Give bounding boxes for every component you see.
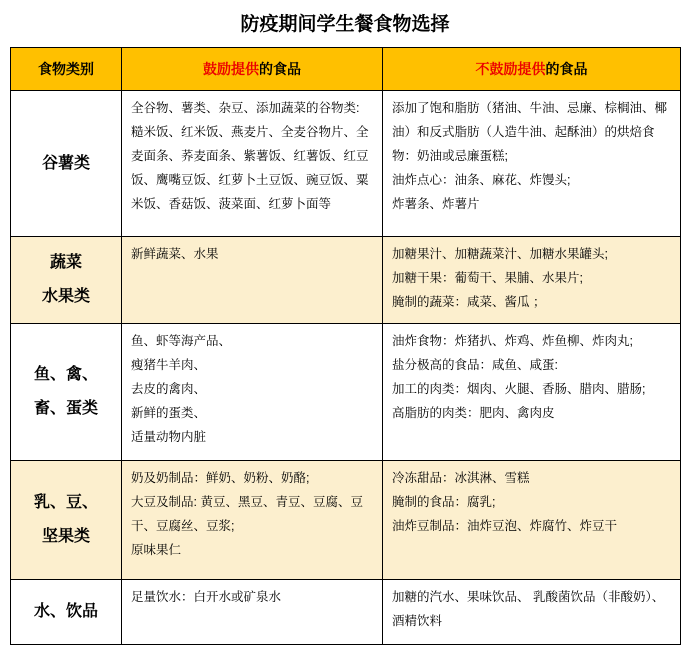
category-line: 蔬菜 [49, 254, 82, 271]
category-line: 水、饮品 [33, 603, 98, 620]
header-discouraged-highlight: 不鼓励提供 [475, 61, 546, 77]
discouraged-cell [383, 237, 681, 324]
food-item-text: 腌制的蔬菜：咸菜、酱瓜 ； [392, 295, 546, 309]
food-item-text: 大豆及制品: 黄豆、黑豆、青豆、豆腐、豆干、豆腐丝、豆浆; [131, 495, 363, 533]
category-cell [11, 580, 122, 645]
encouraged-cell [122, 461, 383, 580]
header-encouraged [122, 48, 383, 91]
category-cell [11, 91, 122, 237]
header-encouraged-rest: 的食品 [259, 61, 301, 77]
food-item-text: 适量动物内脏 [131, 430, 207, 444]
table-row [11, 237, 681, 324]
food-item-text: 去皮的禽肉、 [131, 382, 207, 396]
food-item-text: 高脂肪的肉类：肥肉、禽肉皮 [392, 406, 555, 420]
food-item-text: 冷冻甜品：冰淇淋、雪糕 [392, 471, 530, 485]
food-item-text: 炸薯条、炸薯片 [392, 197, 480, 211]
table-row [11, 580, 681, 645]
header-category: 食物类别 [11, 48, 122, 91]
food-item-text: 加糖果汁、加糖蔬菜汁、加糖水果罐头; [392, 247, 608, 261]
header-encouraged-highlight: 鼓励提供 [203, 61, 259, 77]
discouraged-cell [383, 324, 681, 461]
food-item-text: 加糖的汽水、果味饮品、 乳酸菌饮品（非酸奶）、酒精饮料 [392, 590, 665, 628]
category-line: 水果类 [41, 288, 90, 305]
food-item-text: 加糖干果：葡萄干、果脯、水果片; [392, 271, 583, 285]
encouraged-cell [122, 91, 383, 237]
table-row [11, 91, 681, 237]
header-discouraged-rest: 的食品 [545, 61, 588, 77]
food-item-text: 奶及奶制品：鲜奶、奶粉、奶酪; [131, 471, 310, 485]
category-line: 乳、豆、 [33, 494, 98, 511]
category-line: 坚果类 [41, 528, 90, 545]
food-item-text: 鱼、虾等海产品、 [131, 334, 232, 348]
encouraged-cell [122, 580, 383, 645]
table-row [11, 324, 681, 461]
food-item-text: 新鲜的蛋类、 [131, 406, 207, 420]
encouraged-cell [122, 237, 383, 324]
food-item-text: 油炸点心：油条、麻花、炸馒头; [392, 173, 571, 187]
encouraged-cell [122, 324, 383, 461]
food-selection-table [10, 47, 681, 645]
food-item-text: 油炸豆制品：油炸豆泡、炸腐竹、炸豆干 [392, 519, 618, 533]
discouraged-cell [383, 91, 681, 237]
food-item-text: 油炸食物：炸猪扒、炸鸡、炸鱼柳、炸肉丸; [392, 334, 633, 348]
food-item-text: 腌制的食品：腐乳; [392, 495, 496, 509]
food-item-text: 瘦猪牛羊肉、 [131, 358, 207, 372]
food-item-text: 新鲜蔬菜、水果 [131, 247, 219, 261]
table-row [11, 461, 681, 580]
category-line: 畜、蛋类 [33, 400, 98, 417]
page-title: 防疫期间学生餐食物选择 [240, 14, 450, 35]
header-discouraged [383, 48, 681, 91]
category-cell [11, 461, 122, 580]
food-item-text: 足量饮水：白开水或矿泉水 [131, 590, 282, 604]
header-row [11, 48, 681, 91]
food-item-text: 加工的肉类：烟肉、火腿、香肠、腊肉、腊肠; [392, 382, 646, 396]
category-line: 谷薯类 [41, 154, 90, 172]
discouraged-cell [383, 580, 681, 645]
category-cell [11, 324, 122, 461]
category-line: 鱼、禽、 [33, 366, 98, 383]
page [0, 9, 690, 645]
discouraged-cell [383, 461, 681, 580]
table-body [11, 91, 681, 645]
category-cell [11, 237, 122, 324]
food-item-text: 全谷物、薯类、杂豆、添加蔬菜的谷物类: 糙米饭、红米饭、燕麦片、全麦谷物片、全麦面条、荞麦面条、紫薯饭、红薯饭、红豆饭、鹰嘴豆饭、红萝卜土豆饭、豌豆饭、粟米饭、香菇饭、菠菜面、红萝卜面等 [131, 101, 369, 211]
food-item-text: 原味果仁 [131, 543, 182, 557]
table-header [11, 48, 681, 91]
food-item-text: 盐分极高的食品：咸鱼、咸蛋: [392, 358, 558, 372]
food-item-text: 添加了饱和脂肪（猪油、牛油、忌廉、棕榈油、椰油）和反式脂肪（人造牛油、起酥油）的烘焙食物：奶油或忌廉蛋糕; [392, 101, 668, 163]
